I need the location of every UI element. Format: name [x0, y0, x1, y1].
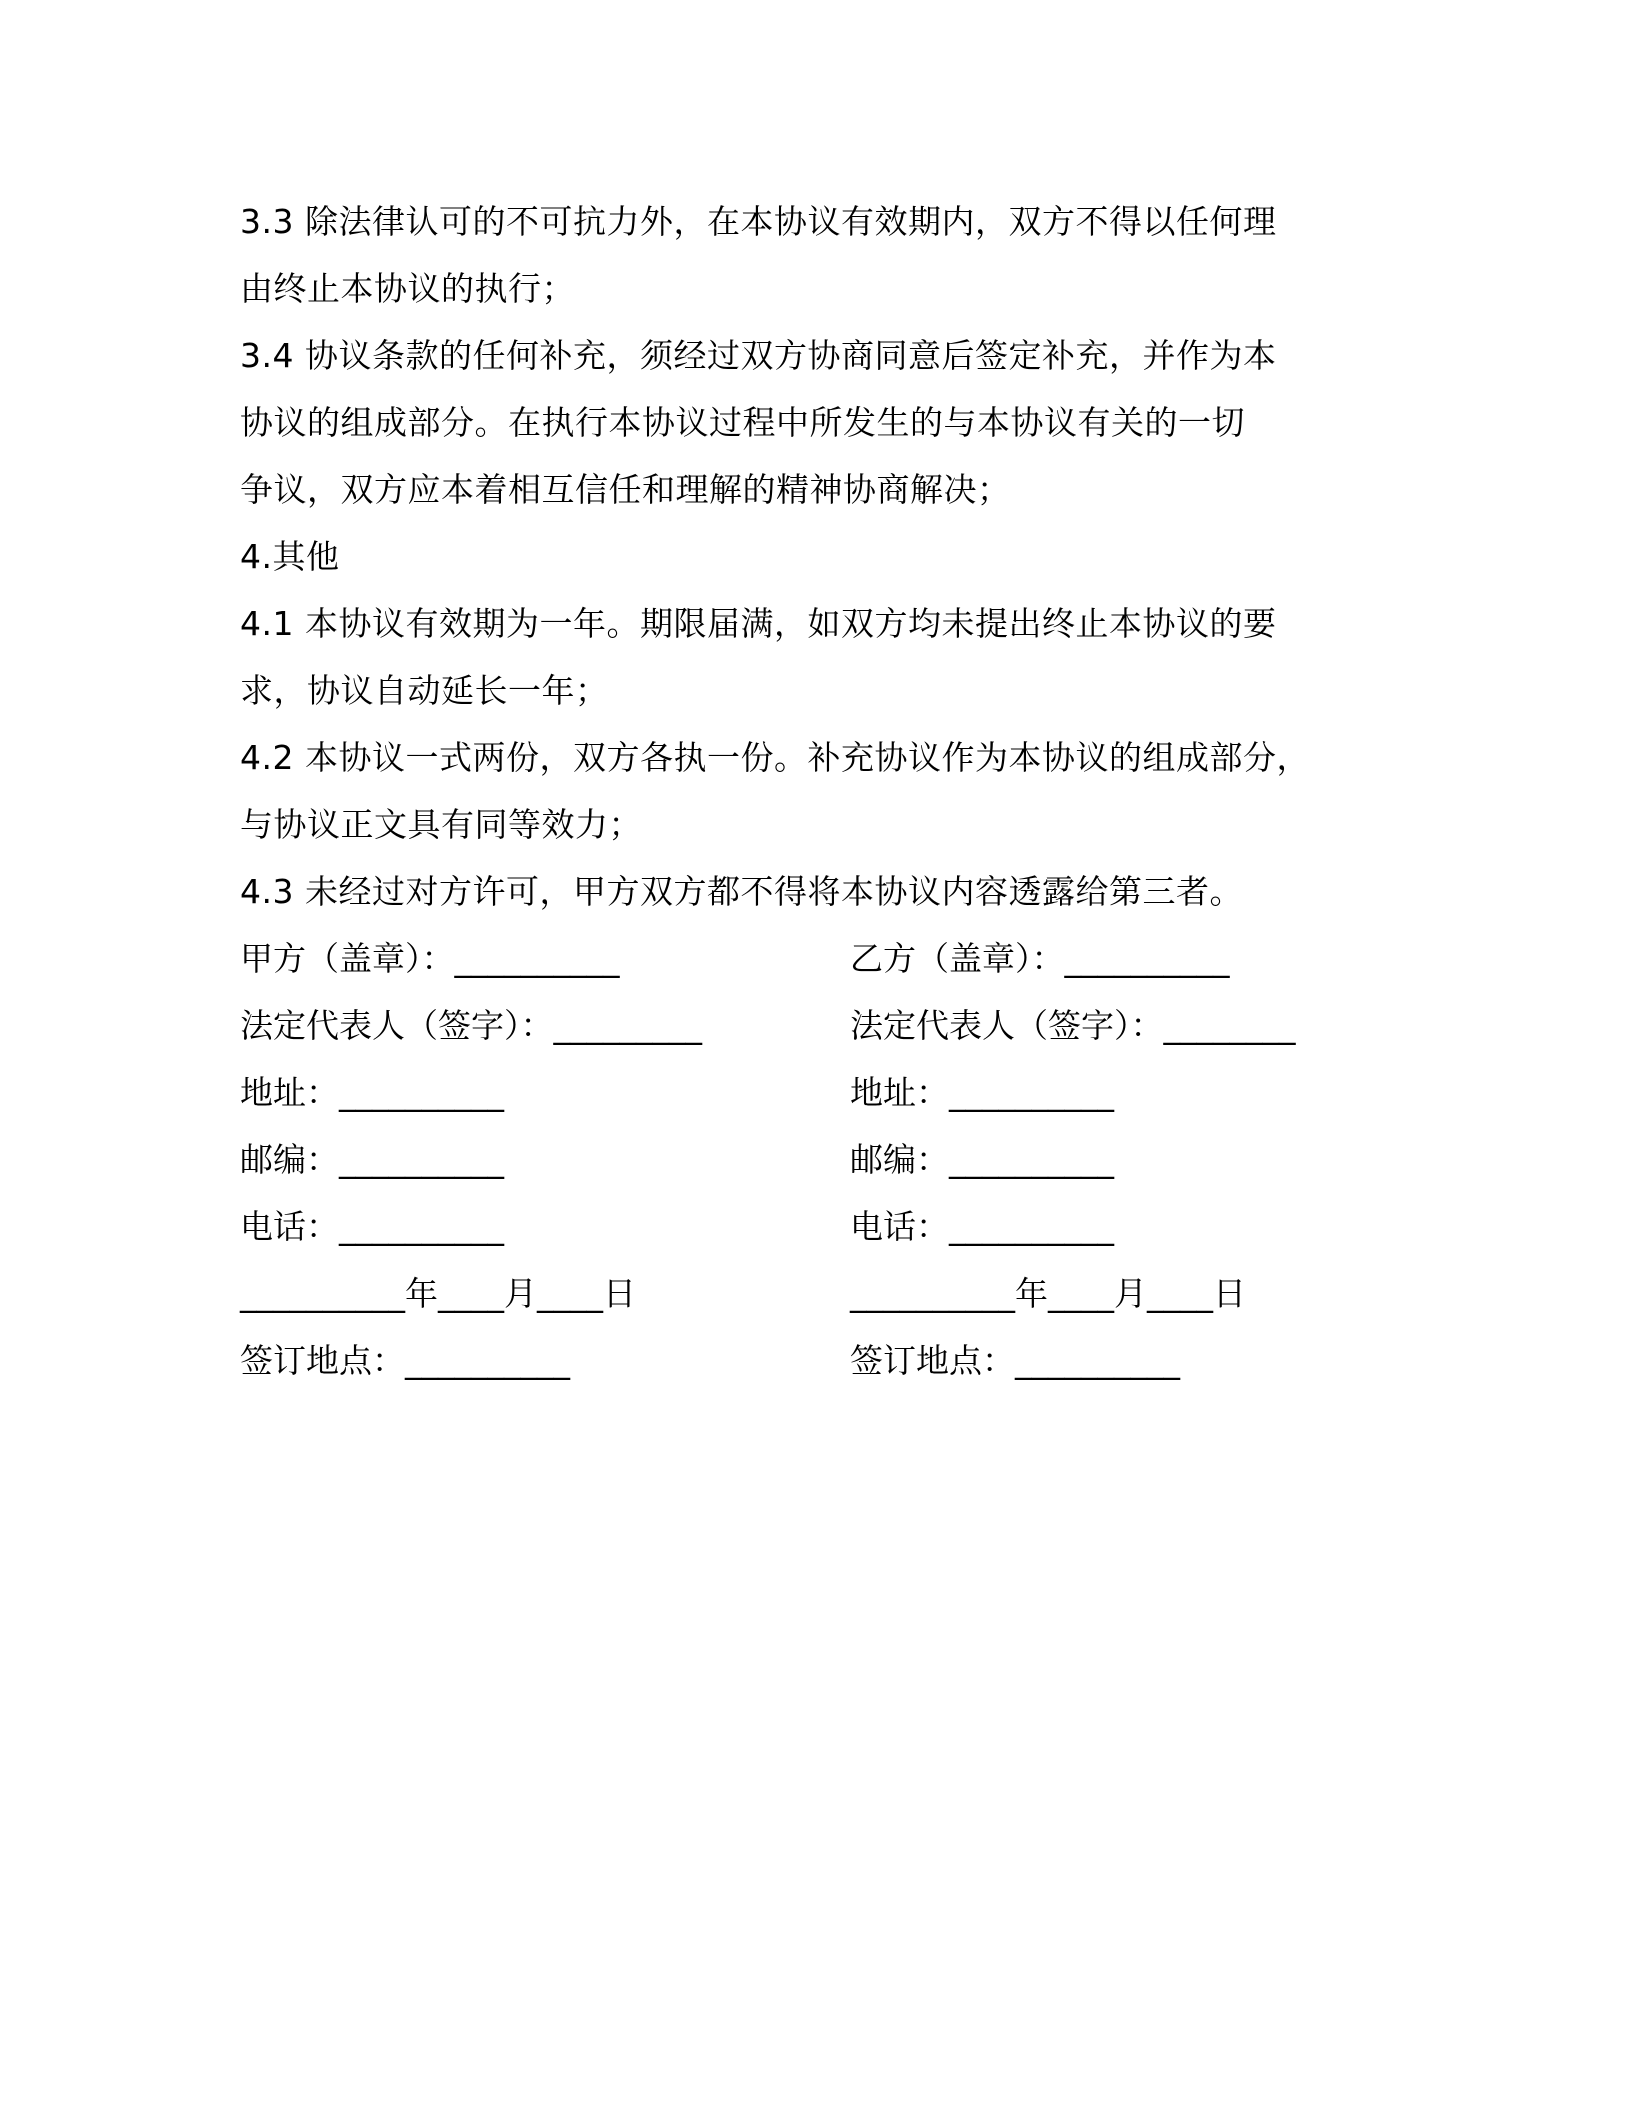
party-a-date-field: __________年____月____日: [240, 1274, 636, 1313]
document-body: [240, 188, 1420, 1394]
party-b-place-field: 签订地点：__________: [850, 1341, 1180, 1380]
paragraph-line: 协议的组成部分。在执行本协议过程中所发生的与本协议有关的一切: [240, 403, 1245, 442]
party-b-date-field: __________年____月____日: [850, 1274, 1246, 1313]
party-b-postcode-field: 邮编：__________: [850, 1140, 1114, 1179]
paragraph-line: 4.3 未经过对方许可，甲方双方都不得将本协议内容透露给第三者。: [240, 872, 1243, 911]
signature-row-place: [240, 1327, 1420, 1394]
party-a-representative-field: 法定代表人（签字）：_________: [240, 1006, 702, 1045]
party-b-seal-field: 乙方（盖章）：__________: [850, 939, 1230, 978]
party-a-seal-field: 甲方（盖章）：__________: [240, 939, 620, 978]
party-a-address-field: 地址：__________: [240, 1073, 504, 1112]
signature-row-date: [240, 1260, 1420, 1327]
paragraph-line: 与协议正文具有同等效力；: [240, 805, 642, 844]
paragraph-line: 4.1 本协议有效期为一年。期限届满，如双方均未提出终止本协议的要: [240, 604, 1277, 643]
party-b-representative-field: 法定代表人（签字）：________: [850, 1006, 1296, 1045]
party-b-phone-field: 电话：__________: [850, 1207, 1114, 1246]
signature-row-postcode: [240, 1126, 1420, 1193]
section-heading: 4.其他: [240, 537, 340, 576]
paragraph-line: 4.2 本协议一式两份，双方各执一份。补充协议作为本协议的组成部分，: [240, 738, 1310, 777]
signature-row-address: [240, 1059, 1420, 1126]
party-a-place-field: 签订地点：__________: [240, 1341, 570, 1380]
signature-row-phone: [240, 1193, 1420, 1260]
party-b-address-field: 地址：__________: [850, 1073, 1114, 1112]
paragraph-line: 3.3 除法律认可的不可抗力外，在本协议有效期内，双方不得以任何理: [240, 202, 1277, 241]
paragraph-line: 由终止本协议的执行；: [240, 269, 575, 308]
party-a-postcode-field: 邮编：__________: [240, 1140, 504, 1179]
paragraph-line: 争议，双方应本着相互信任和理解的精神协商解决；: [240, 470, 1011, 509]
signature-row-representative: [240, 992, 1420, 1059]
paragraph-line: 3.4 协议条款的任何补充，须经过双方协商同意后签定补充，并作为本: [240, 336, 1277, 375]
party-a-phone-field: 电话：__________: [240, 1207, 504, 1246]
paragraph-line: 求，协议自动延长一年；: [240, 671, 609, 710]
signature-row-seal: [240, 925, 1420, 992]
